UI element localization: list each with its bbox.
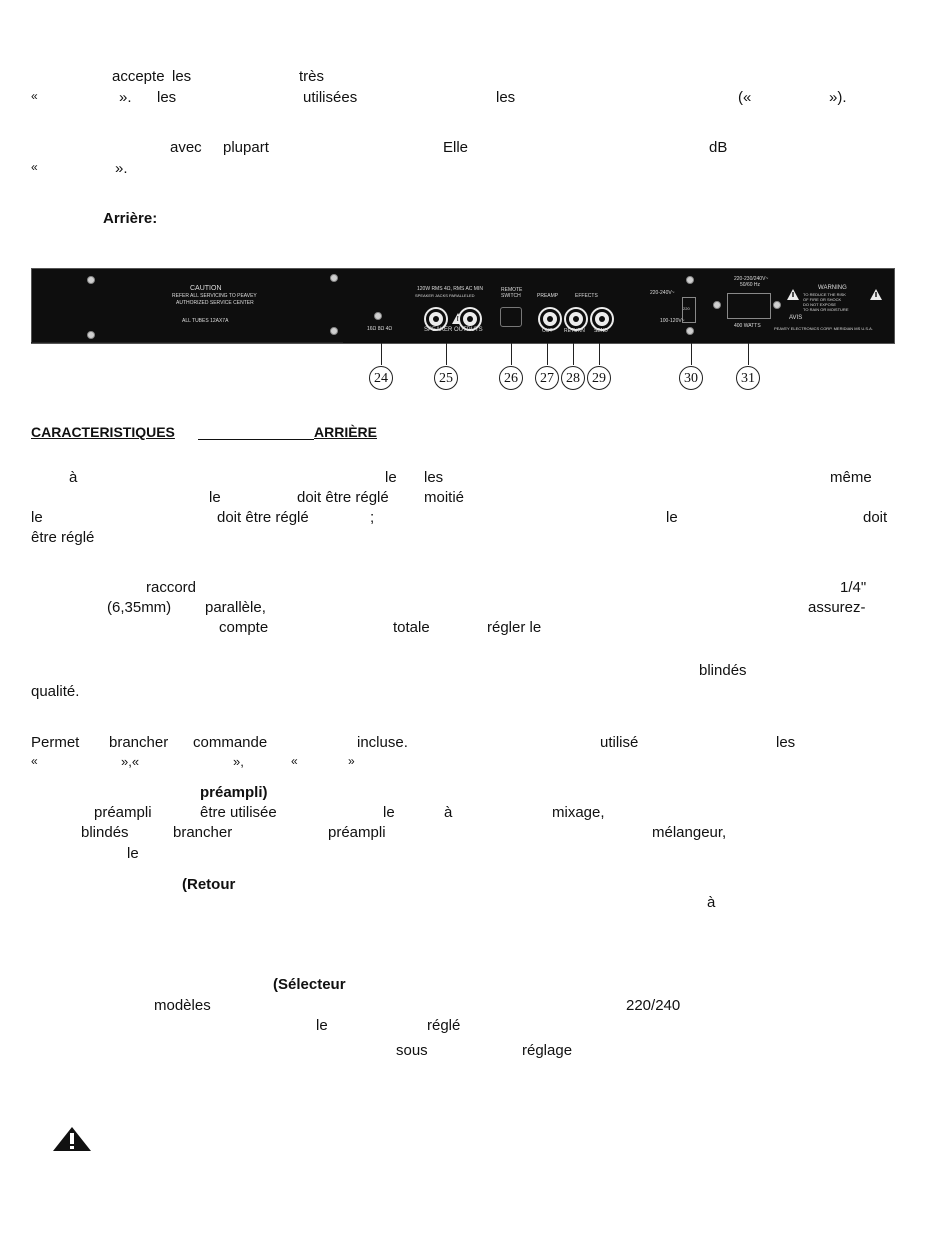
body-word: 1/4" bbox=[840, 579, 867, 596]
body-word: parallèle, bbox=[205, 599, 266, 616]
speaker-note: SPEAKER JACKS PARALLELED bbox=[415, 293, 475, 298]
jack-label-out: OUT bbox=[542, 328, 553, 334]
body-word: qualité. bbox=[31, 683, 80, 700]
effects-return-jack[interactable] bbox=[566, 309, 586, 329]
body-word: les bbox=[776, 734, 796, 751]
mounting-screw-icon bbox=[87, 331, 95, 339]
voltage-label-top: 220-240V~ bbox=[650, 290, 675, 296]
body-word: moitié bbox=[424, 489, 465, 506]
mounting-screw-icon bbox=[713, 301, 721, 309]
body-word: », bbox=[233, 754, 244, 769]
body-word: blindés bbox=[81, 824, 129, 841]
callout-29: 29 bbox=[587, 366, 611, 390]
body-word: le bbox=[316, 1017, 328, 1034]
body-word: compte bbox=[219, 619, 269, 636]
section-heading: CARACTERISTIQUES bbox=[31, 424, 175, 440]
body-word: régler le bbox=[487, 619, 542, 636]
callout-leader bbox=[599, 343, 600, 365]
jack-label-return: RETURN bbox=[564, 328, 585, 334]
callout-31: 31 bbox=[736, 366, 760, 390]
mounting-screw-icon bbox=[773, 301, 781, 309]
warning-title: WARNING bbox=[818, 285, 847, 291]
intro-word: dB bbox=[709, 139, 728, 156]
section-heading: ARRIÈRE bbox=[314, 424, 378, 440]
avis-label: AVIS bbox=[789, 315, 803, 321]
warning-triangle-icon bbox=[787, 289, 799, 300]
intro-word: (« bbox=[738, 89, 752, 106]
intro-word: les bbox=[157, 89, 177, 106]
mains-watts: 400 WATTS bbox=[734, 323, 761, 329]
body-word: le bbox=[385, 469, 397, 486]
body-word: utilisé bbox=[600, 734, 639, 751]
callout-leader bbox=[446, 343, 447, 365]
body-word: commande bbox=[193, 734, 268, 751]
body-word: même bbox=[830, 469, 872, 486]
body-word: préampli bbox=[328, 824, 386, 841]
body-word: » bbox=[348, 754, 355, 768]
preamp-label: PREAMP bbox=[537, 293, 559, 299]
caution-line: REFER ALL SERVICING TO PEAVEY bbox=[172, 293, 257, 299]
body-word: doit être réglé bbox=[297, 489, 389, 506]
body-word: à bbox=[707, 894, 716, 911]
body-word: totale bbox=[393, 619, 430, 636]
warning-line: TO RAIN OR MOISTURE bbox=[803, 307, 849, 312]
intro-word: plupart bbox=[223, 139, 269, 156]
preamp-out-jack[interactable] bbox=[540, 309, 560, 329]
warning-line: TO REDUCE THE RISK bbox=[803, 292, 846, 297]
body-word: »,« bbox=[121, 754, 140, 769]
intro-word: avec bbox=[170, 139, 202, 156]
power-inlet[interactable] bbox=[727, 293, 771, 319]
body-word: être réglé bbox=[31, 529, 95, 546]
callout-26: 26 bbox=[499, 366, 523, 390]
body-word: à bbox=[444, 804, 453, 821]
body-word: réglé bbox=[427, 1017, 461, 1034]
body-word: le bbox=[383, 804, 395, 821]
panel-footer: PEAVEY ELECTRONICS CORP. MERIDIAN MS U.S.A. bbox=[774, 326, 873, 331]
mains-rating: 220-230/240V~ bbox=[734, 276, 769, 282]
callout-leader bbox=[748, 343, 749, 365]
callout-leader bbox=[511, 343, 512, 365]
voltage-label-bottom: 100-120V~ bbox=[660, 318, 685, 324]
callout-25: 25 bbox=[434, 366, 458, 390]
body-word: mixage, bbox=[552, 804, 605, 821]
paragraph-heading: (Sélecteur bbox=[273, 976, 346, 993]
speaker-outputs-label: SPEAKER OUTPUTS bbox=[424, 327, 483, 333]
mounting-screw-icon bbox=[330, 274, 338, 282]
effects-label: EFFECTS bbox=[575, 293, 598, 299]
warning-line: DO NOT EXPOSE bbox=[803, 302, 837, 307]
body-word: ; bbox=[370, 509, 375, 526]
mounting-screw-icon bbox=[686, 327, 694, 335]
effects-send-jack[interactable] bbox=[592, 309, 612, 329]
body-word: « bbox=[291, 754, 298, 768]
body-word: brancher bbox=[109, 734, 169, 751]
mounting-screw-icon bbox=[686, 276, 694, 284]
callout-leader bbox=[381, 343, 382, 365]
intro-word: les bbox=[172, 68, 192, 85]
warning-line: OF FIRE OR SHOCK bbox=[803, 297, 842, 302]
intro-word: ». bbox=[119, 89, 132, 106]
callout-30: 30 bbox=[679, 366, 703, 390]
paragraph-heading: préampli) bbox=[200, 784, 268, 801]
body-word: Permet bbox=[31, 734, 80, 751]
jack-label-send: SEND bbox=[594, 328, 608, 334]
body-word: sous bbox=[396, 1042, 428, 1059]
callout-27: 27 bbox=[535, 366, 559, 390]
body-word: incluse. bbox=[357, 734, 408, 751]
callout-leader bbox=[573, 343, 574, 365]
intro-word: « bbox=[31, 160, 38, 174]
panel-underline bbox=[31, 342, 343, 343]
intro-word: Elle bbox=[443, 139, 469, 156]
intro-word: très bbox=[299, 68, 325, 85]
mounting-screw-icon bbox=[87, 276, 95, 284]
heading-rule bbox=[198, 439, 314, 440]
callout-leader bbox=[547, 343, 548, 365]
body-word: doit bbox=[863, 509, 888, 526]
remote-label: REMOTE bbox=[501, 287, 523, 293]
remote-label: SWITCH bbox=[501, 293, 521, 299]
speaker-output-jack[interactable] bbox=[460, 309, 480, 329]
body-word: (6,35mm) bbox=[107, 599, 172, 616]
rear-panel-illustration bbox=[31, 268, 895, 344]
warning-triangle-icon bbox=[52, 1126, 92, 1152]
body-word: le bbox=[31, 509, 43, 526]
body-word: raccord bbox=[146, 579, 197, 596]
body-word: doit être réglé bbox=[217, 509, 309, 526]
callout-leader bbox=[691, 343, 692, 365]
body-word: à bbox=[69, 469, 78, 486]
body-word: le bbox=[666, 509, 678, 526]
body-word: modèles bbox=[154, 997, 211, 1014]
body-word: réglage bbox=[522, 1042, 573, 1059]
impedance-labels: 16Ω 8Ω 4Ω bbox=[367, 326, 393, 332]
voltage-switch-value: 220 bbox=[683, 306, 690, 311]
body-word: assurez- bbox=[808, 599, 866, 616]
tubes-label: ALL TUBES 12AX7A bbox=[182, 318, 229, 324]
body-word: être utilisée bbox=[200, 804, 277, 821]
intro-word: ». bbox=[115, 160, 128, 177]
body-word: blindés bbox=[699, 662, 747, 679]
body-word: le bbox=[209, 489, 221, 506]
body-word: le bbox=[127, 845, 139, 862]
body-word: préampli bbox=[94, 804, 152, 821]
rear-heading: Arrière: bbox=[103, 210, 158, 227]
body-word: brancher bbox=[173, 824, 233, 841]
intro-word: »). bbox=[829, 89, 847, 106]
paragraph-heading: (Retour bbox=[182, 876, 236, 893]
mounting-screw-icon bbox=[330, 327, 338, 335]
caution-line: AUTHORIZED SERVICE CENTER bbox=[176, 300, 254, 306]
power-rating: 120W RMS 4Ω, RMS AC MIN bbox=[417, 286, 483, 292]
warning-triangle-icon bbox=[870, 289, 882, 300]
impedance-selector-icon bbox=[374, 312, 382, 320]
body-word: « bbox=[31, 754, 38, 768]
body-word: mélangeur, bbox=[652, 824, 727, 841]
intro-word: « bbox=[31, 89, 38, 103]
intro-word: accepte bbox=[112, 68, 165, 85]
body-word: les bbox=[424, 469, 444, 486]
caution-title: CAUTION bbox=[190, 285, 222, 292]
speaker-output-jack[interactable] bbox=[426, 309, 446, 329]
body-word: 220/240 bbox=[626, 997, 681, 1014]
mains-rating: 50/60 Hz bbox=[740, 282, 761, 288]
remote-switch-connector[interactable] bbox=[500, 307, 522, 327]
callout-24: 24 bbox=[369, 366, 393, 390]
intro-word: les bbox=[496, 89, 516, 106]
callout-28: 28 bbox=[561, 366, 585, 390]
intro-word: utilisées bbox=[303, 89, 358, 106]
